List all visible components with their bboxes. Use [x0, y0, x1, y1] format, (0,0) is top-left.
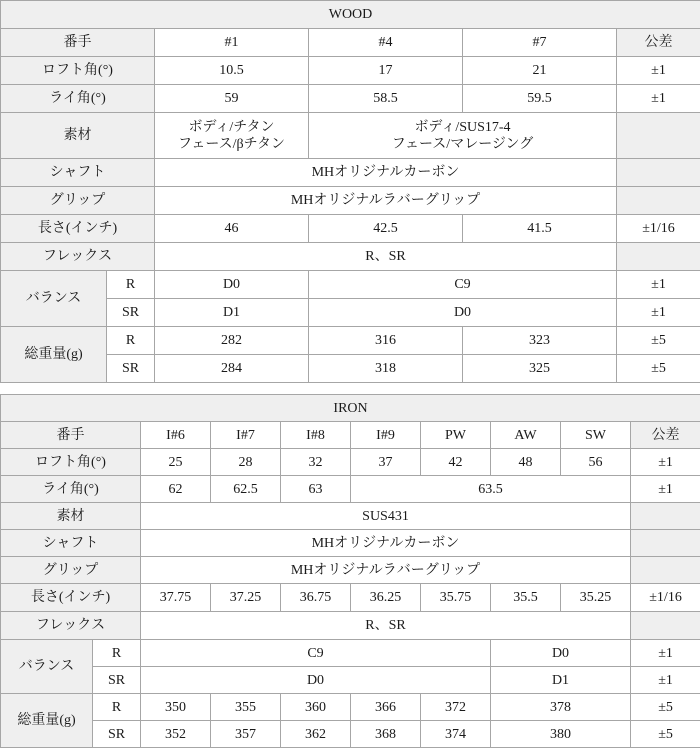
iron-length-label: 長さ(インチ)	[1, 584, 141, 612]
iron-lie-value: 63.5	[351, 476, 631, 503]
iron-loft-value: 56	[561, 449, 631, 476]
wood-material-fairway-body: ボディ/SUS17-4	[414, 119, 511, 135]
iron-weight-r-label: R	[93, 694, 141, 721]
iron-lie-value: 62	[141, 476, 211, 503]
iron-material-value: SUS431	[141, 503, 631, 530]
iron-loft-value: 42	[421, 449, 491, 476]
iron-weight-sr-value: 374	[421, 721, 491, 748]
iron-length-value: 35.25	[561, 584, 631, 612]
wood-club-4: #4	[309, 29, 463, 57]
iron-grip-tolerance	[631, 557, 700, 584]
wood-weight-r-value: 323	[463, 327, 617, 355]
wood-length-value: 41.5	[463, 215, 617, 243]
iron-club: I#7	[211, 422, 281, 449]
iron-length-value: 35.5	[491, 584, 561, 612]
wood-loft-value: 17	[309, 57, 463, 85]
iron-club: PW	[421, 422, 491, 449]
iron-balance-r-main: C9	[141, 640, 491, 667]
iron-club: SW	[561, 422, 631, 449]
iron-weight-r-value: 360	[281, 694, 351, 721]
iron-loft-label: ロフト角(°)	[1, 449, 141, 476]
wood-length-label: 長さ(インチ)	[1, 215, 155, 243]
iron-lie-value: 63	[281, 476, 351, 503]
wood-material-label: 素材	[1, 113, 155, 159]
iron-balance-r-wedge: D0	[491, 640, 631, 667]
wood-shaft-label: シャフト	[1, 159, 155, 187]
iron-weight-sr-value: 362	[281, 721, 351, 748]
wood-grip-label: グリップ	[1, 187, 155, 215]
wood-grip-value: MHオリジナルラバーグリップ	[155, 187, 617, 215]
wood-length-value: 42.5	[309, 215, 463, 243]
wood-balance-sr-tolerance: ±1	[617, 299, 700, 327]
iron-weight-sr-value: 352	[141, 721, 211, 748]
iron-loft-value: 28	[211, 449, 281, 476]
iron-loft-value: 48	[491, 449, 561, 476]
wood-weight-r-tolerance: ±5	[617, 327, 700, 355]
wood-weight-r-value: 282	[155, 327, 309, 355]
iron-length-value: 36.25	[351, 584, 421, 612]
wood-weight-r-value: 316	[309, 327, 463, 355]
wood-weight-sr-value: 318	[309, 355, 463, 383]
wood-loft-tolerance: ±1	[617, 57, 700, 85]
iron-length-tolerance: ±1/16	[631, 584, 700, 612]
wood-club-7: #7	[463, 29, 617, 57]
iron-weight-sr-value: 357	[211, 721, 281, 748]
wood-balance-r-fairway: C9	[309, 271, 617, 299]
iron-material-label: 素材	[1, 503, 141, 530]
wood-flex-value: R、SR	[155, 243, 617, 271]
wood-material-driver	[155, 113, 309, 159]
wood-title: WOOD	[1, 1, 700, 29]
wood-weight-sr-label: SR	[107, 355, 155, 383]
wood-club-1: #1	[155, 29, 309, 57]
iron-weight-sr-value: 368	[351, 721, 421, 748]
iron-weight-r-value: 378	[491, 694, 631, 721]
iron-grip-value: MHオリジナルラバーグリップ	[141, 557, 631, 584]
iron-weight-sr-tolerance: ±5	[631, 721, 700, 748]
iron-tolerance-label: 公差	[631, 422, 700, 449]
iron-shaft-label: シャフト	[1, 530, 141, 557]
iron-length-value: 37.75	[141, 584, 211, 612]
iron-flex-tolerance	[631, 612, 700, 640]
iron-material-tolerance	[631, 503, 700, 530]
iron-flex-label: フレックス	[1, 612, 141, 640]
iron-balance-sr-tolerance: ±1	[631, 667, 700, 694]
wood-grip-tolerance	[617, 187, 700, 215]
iron-loft-value: 32	[281, 449, 351, 476]
wood-material-driver-face: フェース/βチタン	[178, 136, 285, 152]
wood-flex-tolerance	[617, 243, 700, 271]
wood-material-fairway-face: フェース/マレージング	[391, 136, 534, 152]
wood-weight-sr-value: 325	[463, 355, 617, 383]
iron-balance-r-label: R	[93, 640, 141, 667]
wood-balance-sr-driver: D1	[155, 299, 309, 327]
iron-club: I#6	[141, 422, 211, 449]
iron-balance-label: バランス	[1, 640, 93, 694]
iron-weight-sr-value: 380	[491, 721, 631, 748]
iron-balance-sr-main: D0	[141, 667, 491, 694]
iron-title: IRON	[1, 395, 700, 422]
iron-weight-r-value: 366	[351, 694, 421, 721]
iron-club: AW	[491, 422, 561, 449]
wood-balance-sr-fairway: D0	[309, 299, 617, 327]
wood-loft-label: ロフト角(°)	[1, 57, 155, 85]
wood-length-value: 46	[155, 215, 309, 243]
iron-balance-sr-label: SR	[93, 667, 141, 694]
wood-lie-value: 59.5	[463, 85, 617, 113]
iron-flex-value: R、SR	[141, 612, 631, 640]
wood-material-tolerance	[617, 113, 700, 159]
iron-shaft-tolerance	[631, 530, 700, 557]
wood-lie-label: ライ角(°)	[1, 85, 155, 113]
iron-loft-value: 37	[351, 449, 421, 476]
iron-length-value: 37.25	[211, 584, 281, 612]
wood-shaft-value: MHオリジナルカーボン	[155, 159, 617, 187]
wood-balance-r-tolerance: ±1	[617, 271, 700, 299]
iron-lie-tolerance: ±1	[631, 476, 700, 503]
wood-weight-r-label: R	[107, 327, 155, 355]
iron-club: I#8	[281, 422, 351, 449]
iron-lie-label: ライ角(°)	[1, 476, 141, 503]
wood-length-tolerance: ±1/16	[617, 215, 700, 243]
wood-number-label: 番手	[1, 29, 155, 57]
iron-weight-sr-label: SR	[93, 721, 141, 748]
wood-balance-r-label: R	[107, 271, 155, 299]
iron-balance-sr-wedge: D1	[491, 667, 631, 694]
wood-balance-r-driver: D0	[155, 271, 309, 299]
wood-tolerance-label: 公差	[617, 29, 700, 57]
wood-material-fairway	[309, 113, 617, 159]
iron-length-value: 36.75	[281, 584, 351, 612]
wood-weight-sr-value: 284	[155, 355, 309, 383]
wood-weight-sr-tolerance: ±5	[617, 355, 700, 383]
iron-length-value: 35.75	[421, 584, 491, 612]
wood-lie-value: 59	[155, 85, 309, 113]
iron-weight-label: 総重量(g)	[1, 694, 93, 748]
iron-spec-table	[0, 394, 700, 748]
wood-lie-value: 58.5	[309, 85, 463, 113]
wood-lie-tolerance: ±1	[617, 85, 700, 113]
wood-weight-label: 総重量(g)	[1, 327, 107, 383]
wood-balance-sr-label: SR	[107, 299, 155, 327]
wood-material-driver-body: ボディ/チタン	[188, 119, 275, 135]
iron-balance-r-tolerance: ±1	[631, 640, 700, 667]
wood-shaft-tolerance	[617, 159, 700, 187]
iron-shaft-value: MHオリジナルカーボン	[141, 530, 631, 557]
iron-weight-r-value: 350	[141, 694, 211, 721]
wood-loft-value: 21	[463, 57, 617, 85]
iron-loft-value: 25	[141, 449, 211, 476]
iron-weight-r-tolerance: ±5	[631, 694, 700, 721]
wood-balance-label: バランス	[1, 271, 107, 327]
iron-number-label: 番手	[1, 422, 141, 449]
iron-lie-value: 62.5	[211, 476, 281, 503]
iron-weight-r-value: 355	[211, 694, 281, 721]
iron-grip-label: グリップ	[1, 557, 141, 584]
iron-club: I#9	[351, 422, 421, 449]
wood-flex-label: フレックス	[1, 243, 155, 271]
wood-loft-value: 10.5	[155, 57, 309, 85]
iron-loft-tolerance: ±1	[631, 449, 700, 476]
iron-weight-r-value: 372	[421, 694, 491, 721]
